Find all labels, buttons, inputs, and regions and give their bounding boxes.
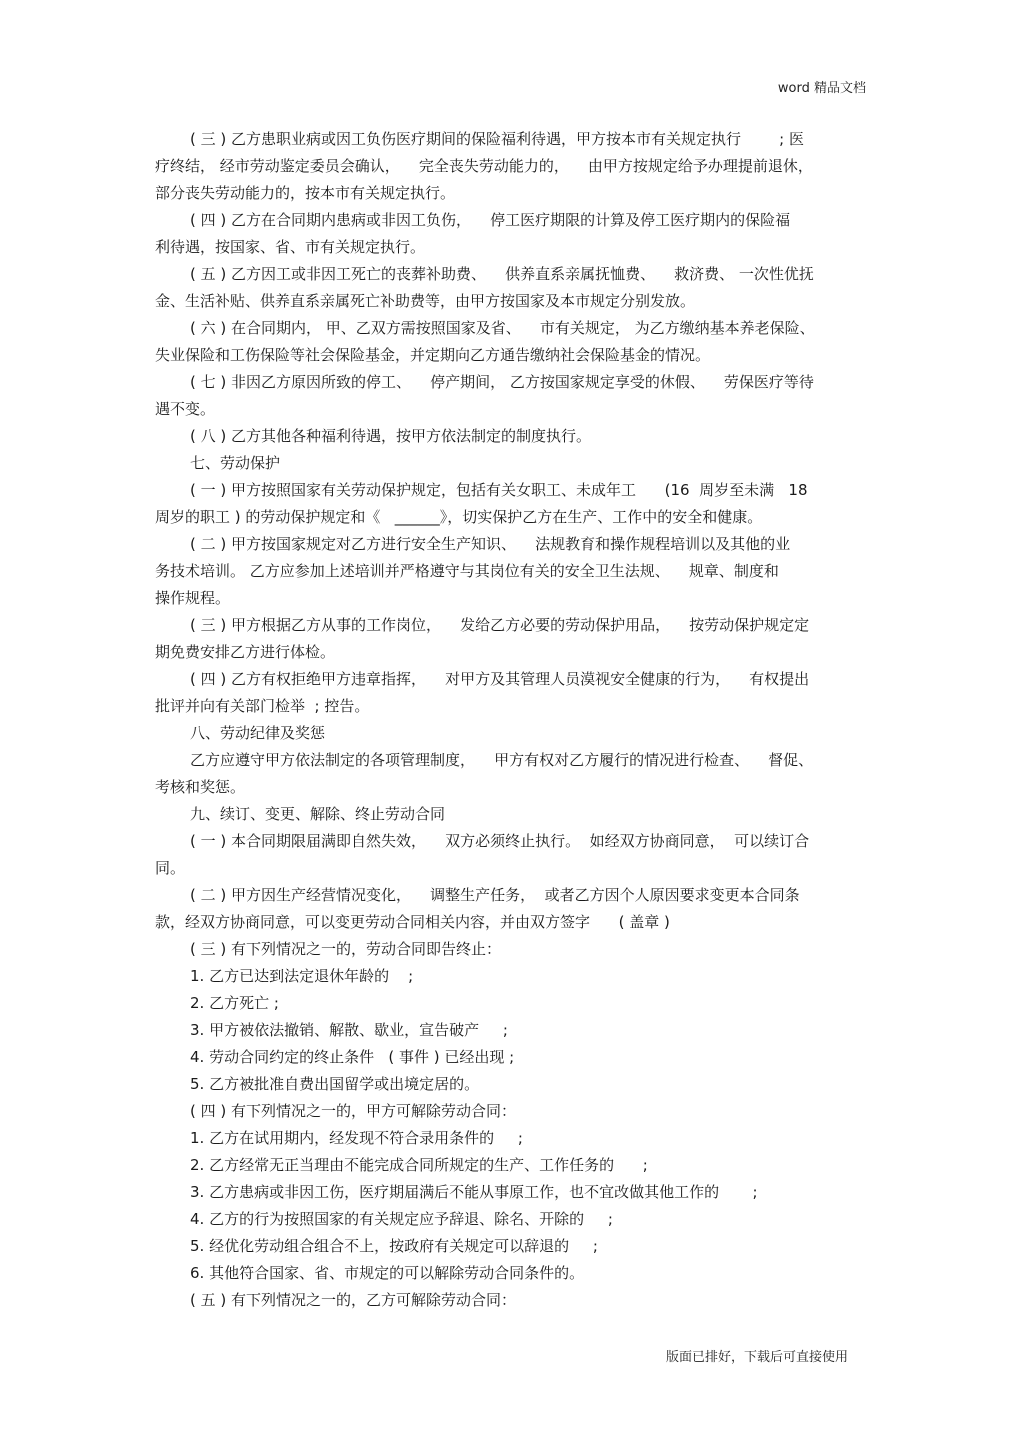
text-line: 3. 甲方被依法撤销、解散、歇业，宣告破产 ;: [190, 1021, 508, 1039]
text-line: 4. 劳动合同约定的终止条件 ( 事件 ) 已经出现 ;: [190, 1048, 515, 1066]
text-line: 批评并向有关部门检举 ; 控告。: [155, 697, 370, 715]
text-line: 遇不变。: [155, 400, 216, 418]
text-line: 6. 其他符合国家、省、市规定的可以解除劳动合同条件的。: [190, 1264, 585, 1282]
text-line: 八、劳动纪律及奖惩: [190, 724, 326, 742]
text-line: ( 四 ) 有下列情况之一的，甲方可解除劳动合同：: [190, 1102, 517, 1120]
text-line: 部分丧失劳动能力的，按本市有关规定执行。: [155, 184, 456, 202]
text-line: ( 三 ) 甲方根据乙方从事的工作岗位， 发给乙方必要的劳动保护用品， 按劳动保护规定定: [190, 616, 810, 634]
text-line: ( 七 ) 非因乙方原因所致的停工、 停产期间， 乙方按国家规定享受的休假、 劳保医疗等待: [190, 373, 814, 391]
text-line: 七、劳动保护: [190, 454, 281, 472]
text-line: 操作规程。: [155, 589, 231, 607]
text-line: ( 六 ) 在合同期内， 甲、乙双方需按照国家及省、 市有关规定， 为乙方缴纳基本养老保险、: [190, 319, 815, 337]
text-line: ( 二 ) 甲方按国家规定对乙方进行安全生产知识、 法规教育和操作规程培训以及其他的业: [190, 535, 791, 553]
text-line: 期免费安排乙方进行体检。: [155, 643, 336, 661]
page-footer: 版面已排好，下载后可直接使用: [665, 1350, 848, 1365]
text-line: 1. 乙方在试用期内，经发现不符合录用条件的 ;: [190, 1129, 523, 1147]
text-line: ( 三 ) 有下列情况之一的，劳动合同即告终止：: [190, 940, 502, 958]
text-line: 疗终结， 经市劳动鉴定委员会确认， 完全丧失劳动能力的， 由甲方按规定给予办理提前退休，: [155, 157, 813, 175]
text-line: 5. 经优化劳动组合组合不上，按政府有关规定可以辞退的 ;: [190, 1237, 598, 1255]
text-line: 5. 乙方被批准自费出国留学或出境定居的。: [190, 1075, 480, 1093]
text-line: 务技术培训。 乙方应参加上述培训并严格遵守与其岗位有关的安全卫生法规、 规章、制度和: [155, 562, 779, 580]
text-line: 周岁的职工 ) 的劳动保护规定和《 ______》，切实保护乙方在生产、工作中的安全和健康。: [155, 508, 763, 526]
page-header: word 精品文档: [777, 81, 866, 96]
text-line: 1. 乙方已达到法定退休年龄的 ;: [190, 967, 414, 985]
text-line: 2. 乙方死亡 ;: [190, 994, 279, 1012]
text-line: ( 四 ) 乙方在合同期内患病或非因工负伤， 停工医疗期限的计算及停工医疗期内的保险福: [190, 211, 791, 229]
text-line: 3. 乙方患病或非因工伤，医疗期届满后不能从事原工作，也不宜改做其他工作的 ;: [190, 1183, 758, 1201]
text-line: 九、续订、变更、解除、终止劳动合同: [190, 805, 446, 823]
text-line: 失业保险和工伤保险等社会保险基金，并定期向乙方通告缴纳社会保险基金的情况。: [155, 346, 711, 364]
text-line: ( 四 ) 乙方有权拒绝甲方违章指挥， 对甲方及其管理人员漠视安全健康的行为， 有权提出: [190, 670, 810, 688]
text-line: ( 八 ) 乙方其他各种福利待遇，按甲方依法制定的制度执行。: [190, 427, 592, 445]
text-line: 4. 乙方的行为按照国家的有关规定应予辞退、除名、开除的 ;: [190, 1210, 613, 1228]
text-line: ( 五 ) 乙方因工或非因工死亡的丧葬补助费、 供养直系亲属抚恤费、 救济费、 一次性优抚: [190, 265, 814, 283]
text-line: 乙方应遵守甲方依法制定的各项管理制度， 甲方有权对乙方履行的情况进行检查、 督促、: [190, 751, 814, 769]
text-line: ( 三 ) 乙方患职业病或因工负伤医疗期间的保险福利待遇，甲方按本市有关规定执行 ; 医: [190, 130, 804, 148]
text-line: ( 一 ) 甲方按照国家有关劳动保护规定，包括有关女职工、未成年工 (16 周岁至未满 18: [190, 481, 808, 499]
text-line: ( 五 ) 有下列情况之一的，乙方可解除劳动合同：: [190, 1291, 517, 1309]
document-body: [155, 126, 870, 1314]
text-line: 款，经双方协商同意，可以变更劳动合同相关内容，并由双方签字 ( 盖章 ): [155, 913, 670, 931]
text-line: 2. 乙方经常无正当理由不能完成合同所规定的生产、工作任务的 ;: [190, 1156, 648, 1174]
text-line: 利待遇，按国家、省、市有关规定执行。: [155, 238, 426, 256]
text-line: 考核和奖惩。: [155, 778, 246, 796]
text-line: 金、生活补贴、供养直系亲属死亡补助费等，由甲方按国家及本市规定分别发放。: [155, 292, 696, 310]
text-line: 同。: [155, 859, 186, 877]
text-line: ( 二 ) 甲方因生产经营情况变化， 调整生产任务， 或者乙方因个人原因要求变更本合同条: [190, 886, 800, 904]
text-line: ( 一 ) 本合同期限届满即自然失效， 双方必须终止执行。 如经双方协商同意， 可以续订合: [190, 832, 810, 850]
